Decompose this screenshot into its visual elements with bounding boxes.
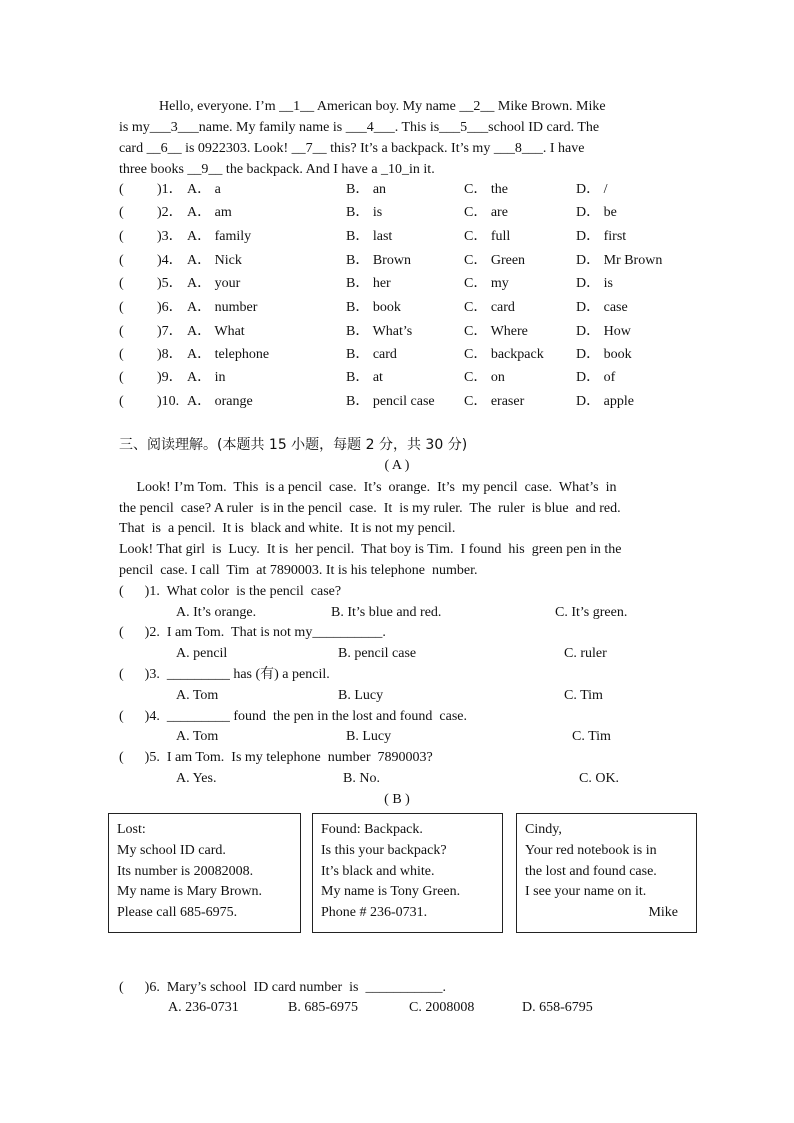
- option-b: B． last: [346, 229, 393, 244]
- question-number: )3．: [157, 229, 183, 244]
- option-a: A． number: [187, 300, 258, 315]
- option-b: B． at: [346, 370, 383, 385]
- note-line: Lost:: [117, 822, 146, 837]
- option-b: B． book: [346, 300, 401, 315]
- option-a: A． telephone: [187, 347, 270, 362]
- cloze-line-1: Hello, everyone. I’m __1__ American boy. My name __2__ Mike Brown. Mike: [159, 99, 606, 114]
- option-a: A． in: [187, 370, 226, 385]
- note-message: [516, 813, 697, 933]
- option-c: C. It’s green.: [555, 605, 628, 620]
- option-c: C． backpack: [464, 347, 544, 362]
- option-b: B． an: [346, 182, 387, 197]
- answer-paren[interactable]: (: [119, 182, 124, 197]
- question-number: )6．: [157, 300, 183, 315]
- option-c: C． card: [464, 300, 515, 315]
- question-stem-1[interactable]: ( )1. What color is the pencil case?: [119, 584, 342, 599]
- option-b: B. Lucy: [346, 729, 392, 744]
- part-b-label: ( B ): [384, 792, 410, 807]
- question-number: )10.: [157, 394, 180, 409]
- option-b: B． her: [346, 276, 391, 291]
- option-d: D． Mr Brown: [576, 253, 663, 268]
- passage-line-2: the pencil case? A ruler is in the pencil case. It is my ruler. The ruler is blue and red.: [119, 501, 621, 516]
- question-stem-6[interactable]: ( )6. Mary’s school ID card number is ___________.: [119, 980, 447, 995]
- option-a: A． family: [187, 229, 252, 244]
- option-d: D． apple: [576, 394, 634, 409]
- option-c: C. ruler: [564, 646, 607, 661]
- option-c: C. OK.: [579, 771, 620, 786]
- cloze-question-3: [119, 227, 679, 247]
- note-line: My name is Tony Green.: [321, 884, 461, 900]
- answer-paren[interactable]: (: [119, 276, 124, 291]
- option-c: C． my: [464, 276, 509, 291]
- option-c: C． the: [464, 182, 508, 197]
- option-c: C． Green: [464, 253, 526, 268]
- answer-paren[interactable]: (: [119, 229, 124, 244]
- option-a: A. 236-0731: [168, 1000, 239, 1015]
- cloze-question-7: [119, 322, 679, 342]
- option-a: A． your: [187, 276, 241, 291]
- option-c: C． eraser: [464, 394, 525, 409]
- option-d: D． How: [576, 324, 631, 339]
- option-b: B. No.: [343, 771, 380, 786]
- option-b: B. It’s blue and red.: [331, 605, 442, 620]
- option-a: A. Yes.: [176, 771, 217, 786]
- passage-line-3: That is a pencil. It is black and white. It is not my pencil.: [119, 521, 456, 536]
- answer-paren[interactable]: (: [119, 394, 124, 409]
- option-a: A． What: [187, 324, 245, 339]
- answer-paren[interactable]: (: [119, 253, 124, 268]
- cloze-question-6: [119, 298, 679, 318]
- option-a: A. Tom: [176, 688, 219, 703]
- question-stem-4[interactable]: ( )4. _________ found the pen in the lost and found case.: [119, 709, 467, 724]
- option-a: A. Tom: [176, 729, 219, 744]
- answer-paren[interactable]: (: [119, 324, 124, 339]
- question-stem-2[interactable]: ( )2. I am Tom. That is not my__________.: [119, 625, 386, 640]
- passage-line-1: Look! I’m Tom. This is a pencil case. It’s orange. It’s my pencil case. What’s in: [119, 480, 617, 495]
- cloze-question-2: [119, 203, 679, 223]
- option-c: C． are: [464, 205, 508, 220]
- option-a: A． a: [187, 182, 221, 197]
- question-number: )5．: [157, 276, 183, 291]
- note-line: Its number is 20082008.: [117, 863, 254, 879]
- note-line: My school ID card.: [117, 842, 226, 858]
- option-b: B． pencil case: [346, 394, 435, 409]
- option-a: A. It’s orange.: [176, 605, 257, 620]
- passage-line-5: pencil case. I call Tim at 7890003. It is his telephone number.: [119, 563, 478, 578]
- option-d: D． /: [576, 182, 608, 197]
- answer-paren[interactable]: (: [119, 347, 124, 362]
- option-a: A． orange: [187, 394, 253, 409]
- option-c: C. Tim: [572, 729, 611, 744]
- option-d: D． is: [576, 276, 613, 291]
- option-b: B. pencil case: [338, 646, 417, 661]
- option-b: B． What’s: [346, 324, 413, 339]
- cloze-question-9: [119, 368, 679, 388]
- note-lost: [108, 813, 301, 933]
- cloze-question-10: [119, 392, 679, 412]
- option-a: A． am: [187, 205, 232, 220]
- passage-line-4: Look! That girl is Lucy. It is her pencil. That boy is Tim. I found his green pen in the: [119, 542, 622, 557]
- answer-paren[interactable]: (: [119, 300, 124, 315]
- question-stem-3[interactable]: ( )3. _________ has (有) a pencil.: [119, 667, 330, 682]
- question-number: )4．: [157, 253, 183, 268]
- option-d: D． of: [576, 370, 616, 385]
- option-b: B. Lucy: [338, 688, 384, 703]
- note-line: Phone # 236-0731.: [321, 905, 428, 921]
- cloze-question-4: [119, 251, 679, 271]
- option-c: C. Tim: [564, 688, 603, 703]
- question-number: )2．: [157, 205, 183, 220]
- cloze-question-8: [119, 345, 679, 365]
- note-line: I see your name on it.: [525, 884, 647, 900]
- note-line: Is this your backpack?: [321, 842, 447, 858]
- cloze-question-1: [119, 180, 679, 200]
- note-line: It’s black and white.: [321, 863, 435, 879]
- question-number: )9．: [157, 370, 183, 385]
- question-number: )7．: [157, 324, 183, 339]
- note-line: Please call 685-6975.: [117, 905, 238, 921]
- option-b: B． card: [346, 347, 397, 362]
- part-a-label: ( A ): [384, 458, 410, 473]
- option-d: D． book: [576, 347, 632, 362]
- note-found: [312, 813, 503, 933]
- cloze-line-4: three books __9__ the backpack. And I have a _10_in it.: [119, 162, 435, 177]
- option-b: B. 685-6975: [288, 1000, 358, 1015]
- note-line: Cindy,: [525, 822, 562, 837]
- note-line: the lost and found case.: [525, 863, 657, 879]
- question-number: )1．: [157, 182, 183, 197]
- note-line: Found: Backpack.: [321, 822, 423, 837]
- option-c: C. 2008008: [409, 1000, 475, 1015]
- option-b: B． Brown: [346, 253, 411, 268]
- option-d: D． case: [576, 300, 628, 315]
- note-line: My name is Mary Brown.: [117, 884, 263, 900]
- section-heading: 三、阅读理解。(本题共 15 小题，每题 2 分，共 30 分): [119, 437, 468, 453]
- answer-paren[interactable]: (: [119, 205, 124, 220]
- note-line: Your red notebook is in: [525, 842, 657, 858]
- question-number: )8．: [157, 347, 183, 362]
- question-stem-5[interactable]: ( )5. I am Tom. Is my telephone number 7890003?: [119, 750, 433, 765]
- option-d: D． be: [576, 205, 617, 220]
- option-c: C． Where: [464, 324, 528, 339]
- option-a: A． Nick: [187, 253, 242, 268]
- cloze-question-5: [119, 274, 679, 294]
- option-d: D. 658-6795: [522, 1000, 593, 1015]
- note-signature: Mike: [648, 905, 678, 921]
- cloze-line-2: is my___3___name. My family name is ___4___. This is___5___school ID card. The: [119, 120, 600, 135]
- answer-paren[interactable]: (: [119, 370, 124, 385]
- option-c: C． full: [464, 229, 511, 244]
- option-c: C． on: [464, 370, 505, 385]
- option-b: B． is: [346, 205, 383, 220]
- cloze-line-3: card __6__ is 0922303. Look! __7__ this? It’s a backpack. It’s my ___8___. I have: [119, 141, 585, 156]
- option-d: D． first: [576, 229, 627, 244]
- option-a: A. pencil: [176, 646, 228, 661]
